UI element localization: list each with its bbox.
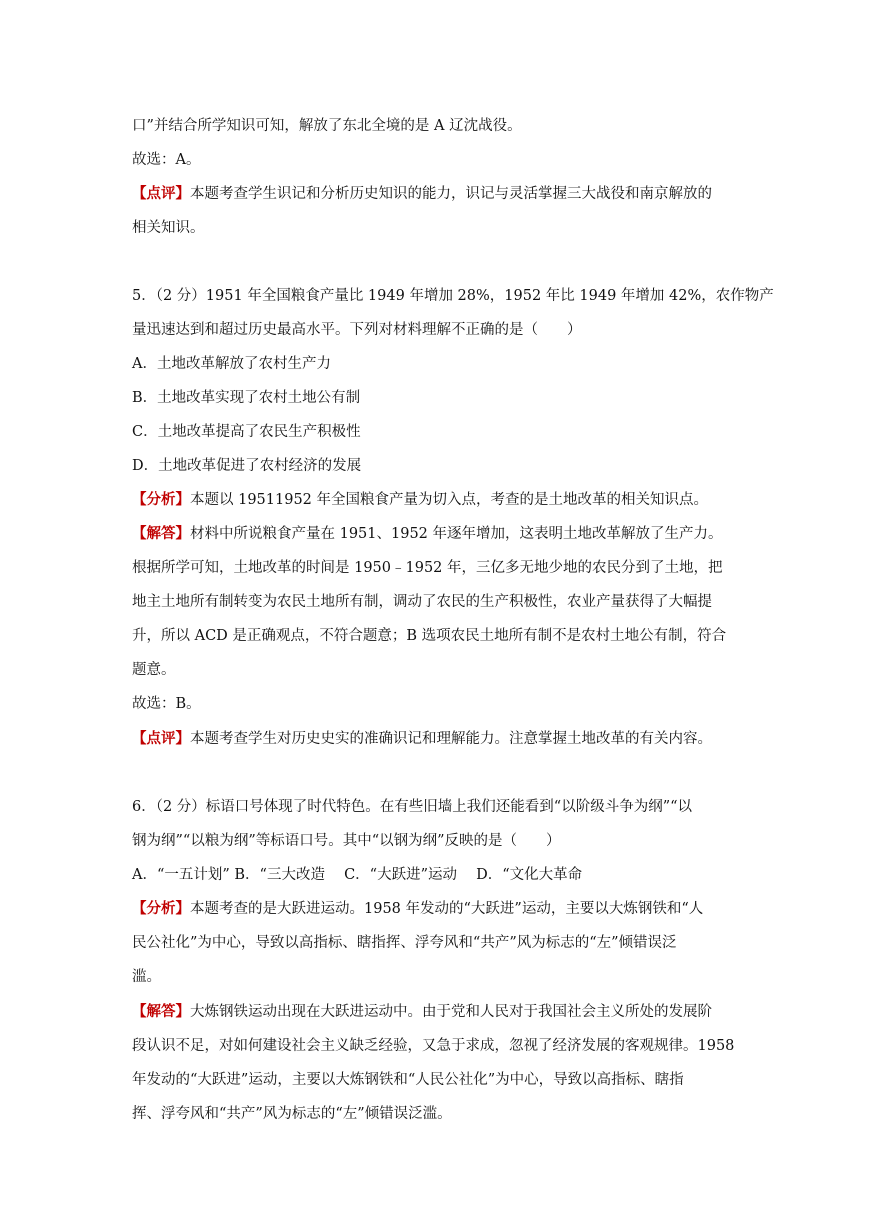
q5-answer-line-1 xyxy=(132,522,723,543)
q6-stem-line-2: 钢为纲”“以粮为纲”等标语口号。其中“以钢为纲”反映的是（ ） xyxy=(132,833,561,849)
q5-answer-line-2: 根据所学可知，土地改革的时间是 1950﹣1952 年，三亿多无地少地的农民分到了土地，把 xyxy=(132,560,723,576)
comment-tag: 【点评】 xyxy=(132,730,190,747)
analysis-tag: 【分析】 xyxy=(132,900,190,917)
q5-answer-line-3: 地主土地所有制转变为农民土地所有制，调动了农民的生产积极性，农业产量获得了大幅提 xyxy=(132,594,712,610)
q5-option-b: B．土地改革实现了农村土地公有制 xyxy=(132,390,361,406)
q5-analysis xyxy=(132,488,708,509)
answer-tag: 【解答】 xyxy=(132,525,190,542)
q6-analysis-line-3: 滥。 xyxy=(132,969,161,985)
q6-analysis-line-1 xyxy=(132,897,703,918)
q6-analysis-text: 本题考查的是大跃进运动。1958 年发动的“大跃进”运动，主要以大炼钢铁和“人 xyxy=(190,901,704,917)
q5-answer-line-4: 升，所以 ACD 是正确观点，不符合题意；B 选项农民土地所有制不是农村土地公有制，符合 xyxy=(132,628,727,644)
q5-answer-line-5: 题意。 xyxy=(132,662,176,678)
q5-option-a: A．土地改革解放了农村生产力 xyxy=(132,356,331,372)
q6-stem-line-1: 6．（2 分）标语口号体现了时代特色。在有些旧墙上我们还能看到“以阶级斗争为纲”“以 xyxy=(132,799,693,815)
q5-option-c: C．土地改革提高了农民生产积极性 xyxy=(132,424,361,440)
q5-stem-line-1: 5．（2 分）1951 年全国粮食产量比 1949 年增加 28%，1952 年比 1949 年增加 42%，农作物产 xyxy=(132,288,774,304)
q6-answer-line-4: 挥、浮夸风和“共产”风为标志的“左”倾错误泛滥。 xyxy=(132,1106,452,1122)
q5-answer-text: 材料中所说粮食产量在 1951、1952 年逐年增加，这表明土地改革解放了生产力。 xyxy=(190,526,723,542)
answer-tag: 【解答】 xyxy=(132,1003,190,1020)
q5-choice: 故选：B。 xyxy=(132,696,201,712)
prev-comment-line-2: 相关知识。 xyxy=(132,220,205,236)
prev-choice: 故选：A。 xyxy=(132,152,201,168)
q5-comment-text: 本题考查学生对历史史实的准确识记和理解能力。注意掌握土地改革的有关内容。 xyxy=(190,731,712,747)
analysis-tag: 【分析】 xyxy=(132,491,190,508)
q5-analysis-text: 本题以 19511952 年全国粮食产量为切入点，考查的是土地改革的相关知识点。 xyxy=(190,492,709,508)
q5-stem-line-2: 量迅速达到和超过历史最高水平。下列对材料理解不正确的是（ ） xyxy=(132,322,582,338)
q5-option-d: D．土地改革促进了农村经济的发展 xyxy=(132,458,362,474)
prev-answer-tail: 口”并结合所学知识可知，解放了东北全境的是 A 辽沈战役。 xyxy=(132,118,522,134)
q6-analysis-line-2: 民公社化”为中心，导致以高指标、瞎指挥、浮夸风和“共产”风为标志的“左”倾错误泛 xyxy=(132,935,677,951)
q6-answer-line-2: 段认识不足，对如何建设社会主义缺乏经验，又急于求成，忽视了经济发展的客观规律。1958 xyxy=(132,1038,735,1054)
q5-comment xyxy=(132,727,712,748)
q6-options: A．“一五计划” B．“三大改造 C．“大跃进”运动 D．“文化大革命 xyxy=(132,867,583,883)
q6-answer-line-1 xyxy=(132,1000,712,1021)
prev-comment-text: 本题考查学生识记和分析历史知识的能力，识记与灵活掌握三大战役和南京解放的 xyxy=(190,186,712,202)
prev-comment-line xyxy=(132,182,712,203)
comment-tag: 【点评】 xyxy=(132,185,190,202)
q6-answer-line-3: 年发动的“大跃进”运动，主要以大炼钢铁和“人民公社化”为中心，导致以高指标、瞎指 xyxy=(132,1072,684,1088)
q6-answer-text: 大炼钢铁运动出现在大跃进运动中。由于党和人民对于我国社会主义所处的发展阶 xyxy=(190,1004,712,1020)
